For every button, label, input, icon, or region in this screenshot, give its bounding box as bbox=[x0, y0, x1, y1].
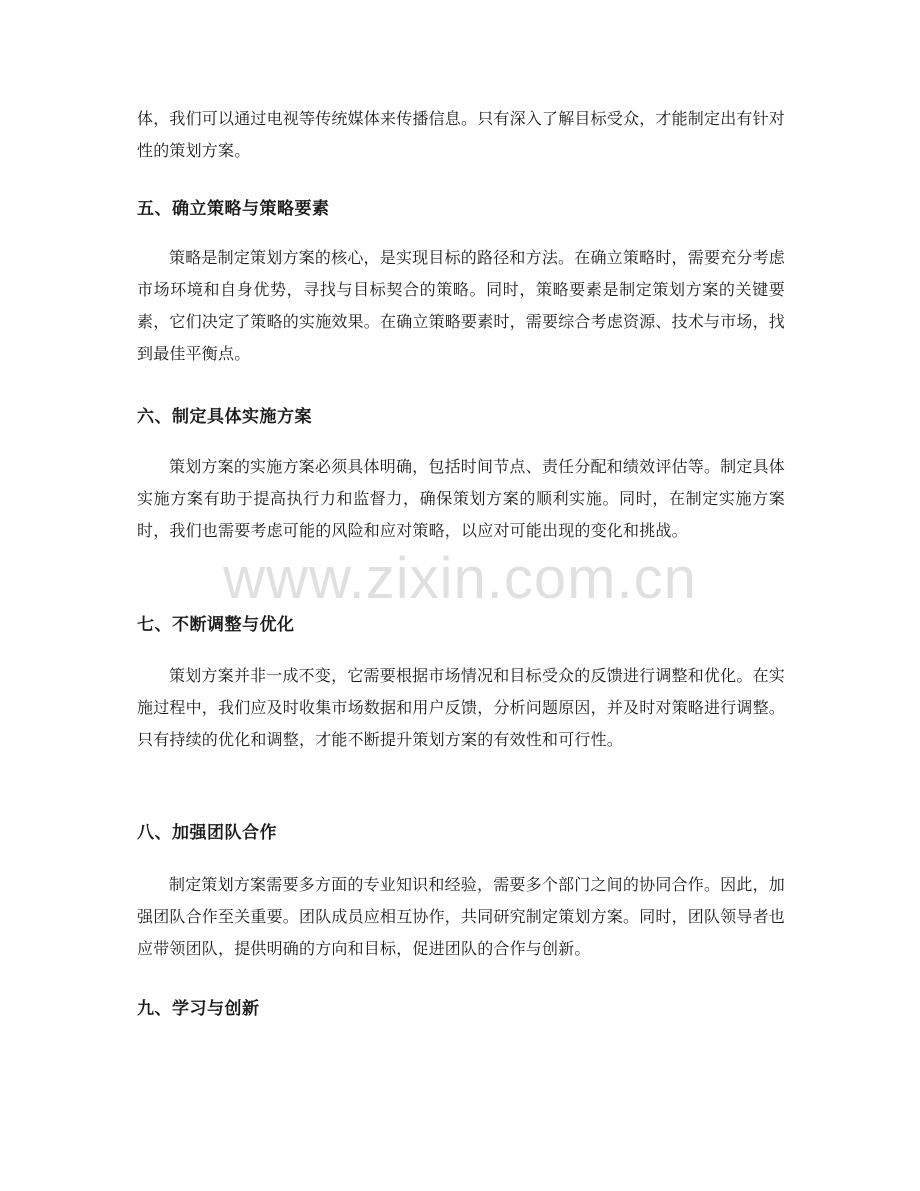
section-heading-9: 九、学习与创新 bbox=[137, 999, 260, 1019]
section-paragraph-5: 策略是制定策划方案的核心，是实现目标的路径和方法。在确立策略时，需要充分考虑市场环境和自身优势，寻找与目标契合的策略。同时，策略要素是制定策划方案的关键要素，它们决定了策略的实施效果。在确立策略要素时，需要综合考虑资源、技术与市场，找到最佳平衡点。 bbox=[137, 248, 786, 363]
section-heading-8: 八、加强团队合作 bbox=[137, 823, 277, 843]
section-paragraph-6: 策划方案的实施方案必须具体明确，包括时间节点、责任分配和绩效评估等。制定具体实施方案有助于提高执行力和监督力，确保策划方案的顺利实施。同时，在制定实施方案时，我们也需要考虑可能的风险和应对策略，以应对可能出现的变化和挑战。 bbox=[137, 457, 785, 540]
intro-paragraph: 体，我们可以通过电视等传统媒体来传播信息。只有深入了解目标受众，才能制定出有针对性的策划方案。 bbox=[137, 109, 786, 160]
section-paragraph-8: 制定策划方案需要多方面的专业知识和经验，需要多个部门之间的协同合作。因此，加强团队合作至关重要。团队成员应相互协作，共同研究制定策划方案。同时，团队领导者也应带领团队，提供明确的方向和目标，促进团队的合作与创新。 bbox=[137, 875, 786, 958]
section-paragraph-7: 策划方案并非一成不变，它需要根据市场情况和目标受众的反馈进行调整和优化。在实施过程中，我们应及时收集市场数据和用户反馈，分析问题原因，并及时对策略进行调整。只有持续的优化和调整，才能不断提升策划方案的有效性和可行性。 bbox=[137, 666, 786, 749]
section-heading-5: 五、确立策略与策略要素 bbox=[137, 199, 330, 219]
section-heading-7: 七、不断调整与优化 bbox=[137, 615, 295, 635]
section-heading-6: 六、制定具体实施方案 bbox=[137, 407, 312, 427]
watermark: www.zixin.com.cn bbox=[223, 546, 697, 611]
